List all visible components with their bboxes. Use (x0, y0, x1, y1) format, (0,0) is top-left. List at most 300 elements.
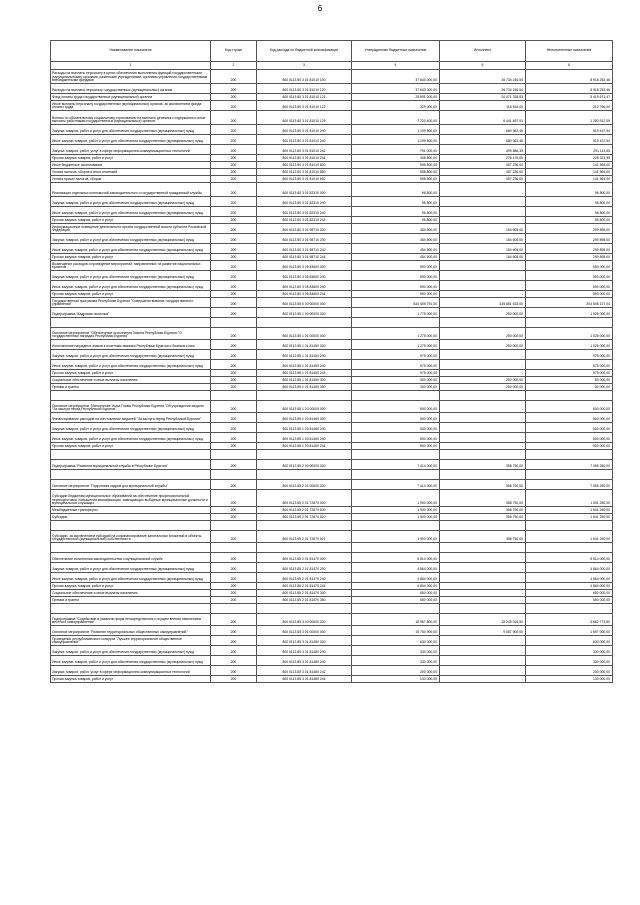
empty-cell (440, 604, 526, 614)
empty-cell (526, 318, 613, 328)
cell-remaining: 228 323,95 (526, 155, 613, 162)
cell-indicator-name: Прочая закупка товаров, работ и услуг (51, 676, 211, 683)
spacer-row (51, 604, 613, 614)
column-number: 3 (257, 62, 352, 70)
cell-remaining: 204 608 137,04 (526, 298, 613, 308)
cell-budget-code: 800 0113 80 3 01 81010 200 (257, 125, 352, 135)
cell-row-code: 200 (211, 308, 257, 318)
cell-approved: 37 643 000,00 (352, 84, 440, 94)
empty-cell (352, 450, 440, 460)
cell-remaining: 500 000,00 (526, 423, 613, 433)
cell-remaining: 590 000,00 (526, 271, 613, 281)
empty-cell (352, 521, 440, 531)
cell-indicator-name: Иные выплаты персоналу государственных (муниципальных) органов, за исключением фонда оплаты труда (51, 101, 211, 111)
table-row (51, 590, 613, 597)
cell-row-code: 200 (211, 553, 257, 563)
empty-cell (526, 543, 613, 553)
cell-executed: - (440, 401, 526, 413)
cell-remaining: 8 918 253,46 (526, 70, 613, 84)
table-row (51, 271, 613, 281)
cell-approved: 598 800,00 (352, 162, 440, 169)
empty-cell (526, 604, 613, 614)
cell-budget-code: 800 0113 85 1 01 81450 244 (257, 370, 352, 377)
cell-executed: - (440, 443, 526, 450)
cell-approved: 4 864 000,00 (352, 563, 440, 573)
cell-executed: 250 000,00 (440, 377, 526, 384)
cell-row-code: 200 (211, 135, 257, 145)
cell-row-code: 200 (211, 377, 257, 384)
cell-indicator-name: Премии и гранты (51, 597, 211, 604)
cell-remaining: 200 000,00 (526, 666, 613, 676)
cell-budget-code: 800 0113 80 3 01 82310 200 (257, 197, 352, 207)
cell-row-code: 200 (211, 328, 257, 340)
cell-indicator-name: Межбюджетные трансферты (51, 507, 211, 514)
cell-budget-code: 800 0113 80 3 01 81010 800 (257, 162, 352, 169)
cell-row-code: 200 (211, 234, 257, 244)
cell-remaining: 1 525 000,00 (526, 308, 613, 318)
cell-executed: - (440, 183, 526, 197)
cell-budget-code: 800 0113 80 3 05 83600 200 (257, 271, 352, 281)
cell-row-code: 200 (211, 271, 257, 281)
cell-approved: 500 000,00 (352, 423, 440, 433)
column-number: 5 (440, 62, 526, 70)
table-row (51, 217, 613, 224)
cell-row-code: 200 (211, 384, 257, 391)
empty-cell (352, 604, 440, 614)
cell-executed: 154 605,00 (440, 244, 526, 254)
cell-approved: 540 459 791,00 (352, 298, 440, 308)
cell-approved: 454 500,00 (352, 224, 440, 234)
cell-remaining: 500 000,00 (526, 413, 613, 423)
cell-row-code: 200 (211, 70, 257, 84)
cell-remaining: 500 000,00 (526, 401, 613, 413)
table-row (51, 553, 613, 563)
empty-cell (257, 543, 352, 553)
cell-indicator-name: Иные закупки товаров, работ и услуг для обеспечения государственных (муниципальных) нужд (51, 360, 211, 370)
cell-budget-code: 800 0113 80 3 01 81010 120 (257, 84, 352, 94)
table-row (51, 614, 613, 626)
cell-remaining: 299 895,00 (526, 254, 613, 261)
cell-remaining: 141 564,00 (526, 162, 613, 169)
table-row (51, 666, 613, 676)
header-approved-appropriations: Утвержденные бюджетные назначения (352, 41, 440, 62)
cell-indicator-name: Расходы на выплаты персоналу в целях обеспечения выполнения функций государственными (муниципальными) органами, казенными учреждениями, органами управления государственными внебюджетными фондами (51, 70, 211, 84)
cell-indicator-name: Иные закупки товаров, работ и услуг для обеспечения государственных (муниципальных) нужд (51, 207, 211, 217)
cell-approved: 1 275 000,00 (352, 340, 440, 350)
cell-budget-code: 800 0113 80 3 05 83600 000 (257, 261, 352, 271)
cell-budget-code: 800 0113 85 1 01 81450 200 (257, 350, 352, 360)
table-row (51, 423, 613, 433)
cell-approved: 330 000,00 (352, 656, 440, 666)
cell-executed: 358 750,00 (440, 507, 526, 514)
cell-row-code: 200 (211, 162, 257, 169)
cell-remaining: 5 419 671,47 (526, 94, 613, 101)
cell-remaining: 590 000,00 (526, 261, 613, 271)
cell-approved: 1 900 000,00 (352, 514, 440, 521)
cell-row-code: 200 (211, 514, 257, 521)
cell-remaining: 299 895,00 (526, 244, 613, 254)
cell-row-code: 200 (211, 413, 257, 423)
cell-budget-code: 800 0113 85 1 01 81450 350 (257, 384, 352, 391)
cell-executed: 276 476,05 (440, 155, 526, 162)
empty-cell (211, 543, 257, 553)
empty-cell (440, 521, 526, 531)
cell-budget-code: 800 0113 85 1 00 00000 000 (257, 308, 352, 318)
cell-indicator-name: Субсидии, за исключением субсидий на софинансирование капитальных вложений в объекты государственной (муниципальной) собственности (51, 531, 211, 543)
cell-remaining: 141 564,00 (526, 169, 613, 176)
table-row (51, 597, 613, 604)
empty-cell (257, 391, 352, 401)
cell-row-code: 200 (211, 155, 257, 162)
cell-budget-code: 800 0113 80 3 01 98710 000 (257, 224, 352, 234)
cell-indicator-name: Закупка товаров, работ и услуг для обеспечения государственных (муниципальных) нужд (51, 125, 211, 135)
cell-remaining: 291 113,65 (526, 145, 613, 155)
cell-row-code: 200 (211, 350, 257, 360)
table-body (51, 70, 613, 683)
page-number: 6 (317, 4, 323, 13)
cell-indicator-name: Прочая закупка товаров, работ и услуг (51, 155, 211, 162)
cell-approved: 37 643 000,00 (352, 70, 440, 84)
cell-approved: 590 000,00 (352, 291, 440, 298)
cell-budget-code: 800 0113 85 1 01 81450 000 (257, 340, 352, 350)
column-number: 6 (526, 62, 613, 70)
cell-row-code: 200 (211, 101, 257, 111)
cell-indicator-name: Государственная программа Республики Бурятия "Совершенствование государственного управления" (51, 298, 211, 308)
cell-indicator-name: Закупка товаров, работ, услуг в сфере информационно-коммуникационных технологий (51, 666, 211, 676)
cell-approved: 1 900 000,00 (352, 490, 440, 507)
table-row (51, 563, 613, 573)
table-row (51, 443, 613, 450)
cell-remaining: 1 541 250,00 (526, 490, 613, 507)
cell-indicator-name: Прочая закупка товаров, работ и услуг (51, 443, 211, 450)
cell-approved: 1 275 000,00 (352, 328, 440, 340)
table-row (51, 291, 613, 298)
cell-row-code: 200 (211, 490, 257, 507)
column-number: 2 (211, 62, 257, 70)
cell-indicator-name: Субсидии бюджетам муниципальных образований на обеспечение профессиональной переподготовки, повышения квалификации, замещающих выборные муниципальные должности и муниципальных служащих (51, 490, 211, 507)
table-row (51, 573, 613, 583)
table-row (51, 350, 613, 360)
cell-executed: - (440, 583, 526, 590)
empty-cell (352, 543, 440, 553)
empty-cell (51, 318, 211, 328)
cell-approved: 500 000,00 (352, 413, 440, 423)
cell-row-code: 200 (211, 176, 257, 183)
cell-budget-code: 800 0113 80 3 01 81010 129 (257, 111, 352, 125)
cell-approved: 18 967 800,00 (352, 614, 440, 626)
cell-executed: - (440, 676, 526, 683)
cell-row-code: 200 (211, 254, 257, 261)
cell-executed: 358 750,00 (440, 490, 526, 507)
cell-budget-code: 800 0113 80 3 05 83600 240 (257, 281, 352, 291)
cell-budget-code: 800 0113 80 3 01 81010 100 (257, 70, 352, 84)
cell-row-code: 200 (211, 573, 257, 583)
cell-remaining: 4 864 000,00 (526, 573, 613, 583)
cell-executed: 457 236,00 (440, 176, 526, 183)
table-row (51, 377, 613, 384)
cell-approved: 25 891 000,00 (352, 94, 440, 101)
cell-approved: 590 000,00 (352, 281, 440, 291)
cell-budget-code: 800 0113 85 2 01 81470 000 (257, 553, 352, 563)
empty-cell (51, 391, 211, 401)
cell-budget-code: 800 0113 85 2 01 72870 500 (257, 507, 352, 514)
cell-executed: - (440, 656, 526, 666)
cell-approved: 7 414 000,00 (352, 460, 440, 470)
cell-executed: 154 605,00 (440, 224, 526, 234)
cell-budget-code: 800 0113 85 3 01 81480 240 (257, 656, 352, 666)
cell-row-code: 200 (211, 197, 257, 207)
table-row (51, 583, 613, 590)
cell-row-code: 200 (211, 84, 257, 94)
cell-row-code: 200 (211, 676, 257, 683)
cell-approved: 500 000,00 (352, 401, 440, 413)
cell-approved: 1 775 000,00 (352, 308, 440, 318)
table-row (51, 183, 613, 197)
cell-remaining: 1 280 912,09 (526, 111, 613, 125)
table-row (51, 111, 613, 125)
cell-indicator-name: Закупка товаров, работ и услуг для обеспечения государственных (муниципальных) нужд (51, 271, 211, 281)
cell-executed: 250 000,00 (440, 308, 526, 318)
cell-indicator-name: Иные закупки товаров, работ и услуг для обеспечения государственных (муниципальных) нужд (51, 573, 211, 583)
cell-indicator-name: Подпрограмма "Содействие в развитии форм непосредственного осуществления населением местного самоуправления" (51, 614, 211, 626)
cell-indicator-name: Основное мероприятие "Исполнение Указа Главы Республики Бурятия "Об учреждении медали "За заслуги перед Республикой Бурятия" (51, 401, 211, 413)
cell-indicator-name: Закупка товаров, работ и услуг для обеспечения государственных (муниципальных) нужд (51, 234, 211, 244)
empty-cell (211, 450, 257, 460)
spacer-row (51, 543, 613, 553)
cell-approved: 630 000,00 (352, 636, 440, 646)
cell-remaining: 1 025 000,00 (526, 340, 613, 350)
cell-budget-code: 800 0113 85 1 01 81450 240 (257, 360, 352, 370)
cell-approved: 650 000,00 (352, 597, 440, 604)
cell-indicator-name: Обеспечение исполнения законодательства о муниципальной службе (51, 553, 211, 563)
cell-approved: 200 000,00 (352, 666, 440, 676)
table-row (51, 224, 613, 234)
cell-approved: 598 800,00 (352, 176, 440, 183)
cell-indicator-name: Информационное освещение деятельности органа государственной власти субъекта Российской Федерации (51, 224, 211, 234)
table-row (51, 234, 613, 244)
cell-row-code: 200 (211, 636, 257, 646)
cell-remaining: 7 055 250,00 (526, 460, 613, 470)
cell-approved: 96 800,00 (352, 183, 440, 197)
cell-row-code: 200 (211, 94, 257, 101)
cell-executed: - (440, 573, 526, 583)
empty-cell (51, 521, 211, 531)
cell-approved: 650 000,00 (352, 590, 440, 597)
cell-indicator-name: Основное мероприятие "Развитие территориальных общественных самоуправлений" (51, 626, 211, 636)
cell-executed: 680 362,46 (440, 135, 526, 145)
cell-budget-code: 800 0113 85 2 01 81470 244 (257, 583, 352, 590)
table-row (51, 340, 613, 350)
cell-budget-code: 800 0113 80 3 01 82310 244 (257, 217, 352, 224)
empty-cell (440, 470, 526, 480)
table-row (51, 360, 613, 370)
cell-budget-code: 800 0113 85 1 03 81460 000 (257, 413, 352, 423)
cell-budget-code: 800 0113 85 3 01 81480 244 (257, 676, 352, 683)
cell-row-code: 200 (211, 583, 257, 590)
cell-remaining: 8 918 253,46 (526, 84, 613, 94)
cell-remaining: 975 000,00 (526, 360, 613, 370)
cell-row-code: 200 (211, 433, 257, 443)
table-row (51, 514, 613, 521)
table-row (51, 507, 613, 514)
cell-remaining: 519 437,54 (526, 125, 613, 135)
cell-approved: 454 500,00 (352, 234, 440, 244)
cell-indicator-name: Основное мероприятие "Подготовка кадров для муниципальной службы" (51, 480, 211, 490)
empty-cell (440, 450, 526, 460)
cell-executed: - (440, 350, 526, 360)
cell-approved: 1 199 800,00 (352, 125, 440, 135)
cell-indicator-name: Закупка товаров, работ и услуг для обеспечения государственных (муниципальных) нужд (51, 646, 211, 656)
table-row (51, 676, 613, 683)
table-row (51, 84, 613, 94)
table-row (51, 244, 613, 254)
cell-remaining: 4 864 000,00 (526, 563, 613, 573)
cell-budget-code: 800 0113 85 1 01 81450 300 (257, 377, 352, 384)
cell-row-code: 200 (211, 370, 257, 377)
spacer-row (51, 470, 613, 480)
header-unexecuted-appropriations: Неисполненные назначения (526, 41, 613, 62)
table-row (51, 480, 613, 490)
empty-cell (526, 391, 613, 401)
cell-budget-code: 800 0113 80 3 01 98710 240 (257, 244, 352, 254)
cell-approved: 5 514 000,00 (352, 553, 440, 563)
cell-row-code: 200 (211, 261, 257, 271)
cell-approved: 7 720 400,00 (352, 111, 440, 125)
cell-remaining: 96 800,00 (526, 207, 613, 217)
cell-executed: 680 362,46 (440, 125, 526, 135)
cell-indicator-name: Основное мероприятие "Обеспечение исполнения Закона Республики Бурятия "О государственных наградах Республики Бурятия" (51, 328, 211, 340)
table-row (51, 169, 613, 176)
cell-indicator-name: Иные закупки товаров, работ и услуг для обеспечения государственных (муниципальных) нужд (51, 135, 211, 145)
empty-cell (211, 391, 257, 401)
cell-executed: 457 236,00 (440, 162, 526, 169)
cell-executed: - (440, 360, 526, 370)
cell-executed: 457 236,00 (440, 169, 526, 176)
table-row (51, 328, 613, 340)
cell-approved: 4 864 000,00 (352, 573, 440, 583)
cell-indicator-name: Прочая закупка товаров, работ и услуг (51, 254, 211, 261)
cell-budget-code: 800 0113 85 1 03 00000 000 (257, 401, 352, 413)
cell-indicator-name: Субсидии (51, 514, 211, 521)
cell-row-code: 200 (211, 563, 257, 573)
cell-indicator-name: Уплата налогов, сборов и иных платежей (51, 169, 211, 176)
table-row (51, 401, 613, 413)
cell-row-code: 200 (211, 480, 257, 490)
cell-budget-code: 800 0113 80 3 01 82310 000 (257, 183, 352, 197)
table-row (51, 135, 613, 145)
cell-executed: - (440, 553, 526, 563)
cell-executed: - (440, 207, 526, 217)
cell-approved: 975 000,00 (352, 370, 440, 377)
empty-cell (51, 543, 211, 553)
cell-indicator-name: Взносы по обязательному социальному страхованию на выплаты денежного содержания и иные выплаты работникам государственных (муниципальных) органов (51, 111, 211, 125)
cell-executed: 26 734 246,54 (440, 84, 526, 94)
cell-indicator-name: Иные закупки товаров, работ и услуг для обеспечения государственных (муниципальных) нужд (51, 656, 211, 666)
table-row (51, 626, 613, 636)
table-row (51, 254, 613, 261)
cell-budget-code: 800 0113 85 2 01 00000 000 (257, 480, 352, 490)
cell-indicator-name: Социальное обеспечение и иные выплаты населению (51, 377, 211, 384)
table-row (51, 70, 613, 84)
empty-cell (440, 318, 526, 328)
cell-remaining: 590 000,00 (526, 281, 613, 291)
cell-approved: 329 000,00 (352, 101, 440, 111)
cell-row-code: 200 (211, 507, 257, 514)
cell-indicator-name: Иные закупки товаров, работ и услуг для обеспечения государственных (муниципальных) нужд (51, 281, 211, 291)
cell-budget-code: 800 0113 85 0 00 00000 000 (257, 298, 352, 308)
cell-approved: 300 000,00 (352, 384, 440, 391)
cell-approved: 500 000,00 (352, 433, 440, 443)
cell-budget-code: 800 0113 80 3 05 83600 244 (257, 291, 352, 298)
table-row (51, 261, 613, 271)
cell-approved: 96 800,00 (352, 207, 440, 217)
cell-remaining: 975 000,00 (526, 370, 613, 377)
cell-row-code: 200 (211, 183, 257, 197)
empty-cell (440, 391, 526, 401)
cell-remaining: 500 000,00 (526, 443, 613, 450)
cell-indicator-name: Закупка товаров, работ и услуг для обеспечения государственных (муниципальных) нужд (51, 563, 211, 573)
header-indicator-name: Наименование показателя (51, 41, 211, 62)
empty-cell (352, 391, 440, 401)
cell-row-code: 200 (211, 125, 257, 135)
budget-execution-table (50, 40, 613, 683)
cell-executed: - (440, 370, 526, 377)
cell-executed: - (440, 281, 526, 291)
empty-cell (257, 521, 352, 531)
cell-indicator-name: Иные бюджетные ассигнования (51, 162, 211, 169)
cell-remaining: 299 895,00 (526, 224, 613, 234)
cell-budget-code: 800 0113 80 3 01 81010 240 (257, 135, 352, 145)
cell-executed: - (440, 261, 526, 271)
cell-row-code: 200 (211, 111, 257, 125)
table-row (51, 162, 613, 169)
cell-budget-code: 800 0113 85 3 01 00000 000 (257, 626, 352, 636)
empty-cell (257, 318, 352, 328)
cell-executed: 358 750,00 (440, 480, 526, 490)
cell-row-code: 200 (211, 666, 257, 676)
cell-row-code: 200 (211, 291, 257, 298)
table-row (51, 197, 613, 207)
cell-remaining: 3 662 773,50 (526, 614, 613, 626)
cell-indicator-name: Реализация отдельных полномочий законодательного и государственной гражданской службы (51, 183, 211, 197)
cell-remaining: 4 864 000,00 (526, 583, 613, 590)
cell-remaining: 519 437,54 (526, 135, 613, 145)
cell-budget-code: 800 0113 85 3 01 81480 242 (257, 666, 352, 676)
cell-indicator-name: Закупка товаров, работ и услуг для обеспечения государственных (муниципальных) нужд (51, 350, 211, 360)
cell-indicator-name: Прочая закупка товаров, работ и услуг (51, 291, 211, 298)
empty-cell (440, 543, 526, 553)
empty-cell (211, 604, 257, 614)
table-row (51, 384, 613, 391)
cell-approved: 300 000,00 (352, 377, 440, 384)
cell-executed: 20 471 328,53 (440, 94, 526, 101)
cell-indicator-name: Иные закупки товаров, работ и услуг для обеспечения государственных (муниципальных) нужд (51, 244, 211, 254)
cell-approved: 598 800,00 (352, 169, 440, 176)
cell-executed: 154 605,00 (440, 254, 526, 261)
cell-remaining: 500 000,00 (526, 433, 613, 443)
cell-executed: 358 750,00 (440, 531, 526, 543)
table-row (51, 308, 613, 318)
cell-row-code: 200 (211, 244, 257, 254)
table-row (51, 145, 613, 155)
cell-executed: - (440, 413, 526, 423)
cell-remaining: 130 000,00 (526, 676, 613, 683)
cell-approved: 975 000,00 (352, 360, 440, 370)
cell-row-code: 200 (211, 423, 257, 433)
column-number: 1 (51, 62, 211, 70)
cell-remaining: 7 055 250,00 (526, 480, 613, 490)
cell-budget-code: 800 0113 80 3 01 98710 200 (257, 234, 352, 244)
